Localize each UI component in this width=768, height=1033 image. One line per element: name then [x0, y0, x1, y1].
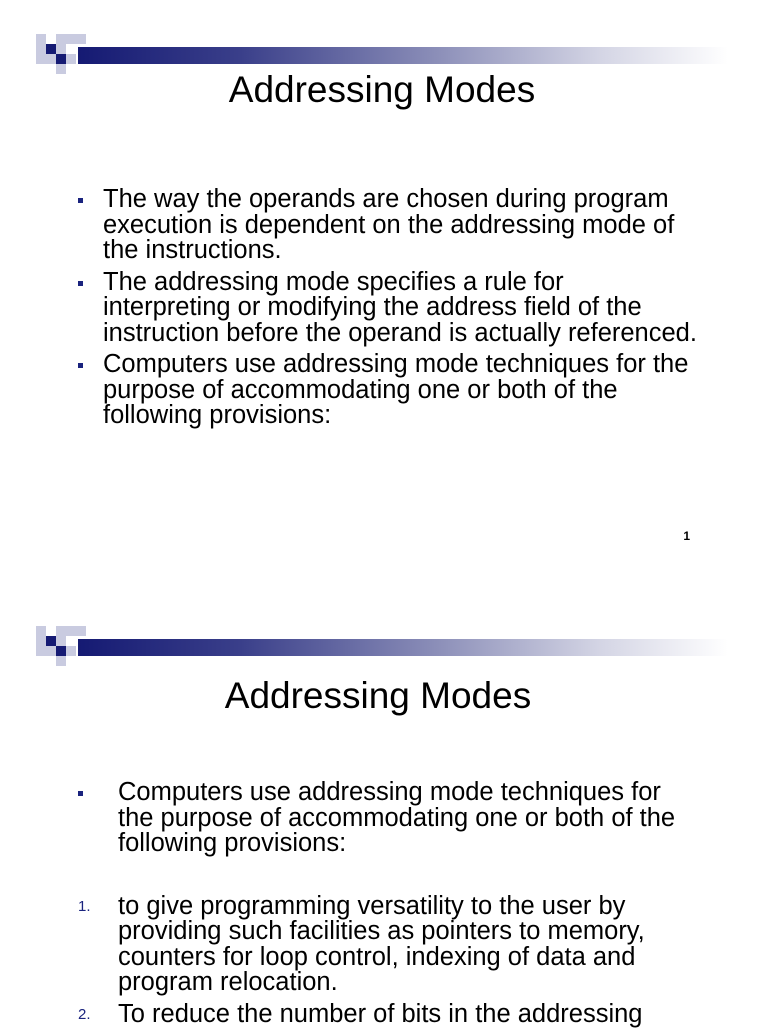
- deco-square: [36, 34, 46, 44]
- deco-square: [46, 54, 56, 64]
- bullet-item: [78, 780, 698, 857]
- page-number: 1: [683, 529, 690, 543]
- deco-square: [56, 646, 66, 656]
- deco-square: [46, 636, 56, 646]
- deco-square: [36, 626, 46, 636]
- deco-square: [66, 34, 76, 44]
- deco-square: [36, 54, 46, 64]
- numbered-item: [78, 891, 698, 996]
- header-gradient-bar: [78, 47, 728, 64]
- numbered-text: to give programming versatility to the user by providing such facilities as pointers to memory, counters for loop control, indexing of data and program relocation.: [118, 891, 645, 996]
- numbered-item: [78, 999, 698, 1028]
- deco-square: [56, 656, 66, 666]
- deco-square: [36, 636, 46, 646]
- bullet-text: Computers use addressing mode techniques for the purpose of accommodating one or both of the following provisions:: [118, 778, 676, 857]
- deco-square: [66, 636, 76, 646]
- deco-square: [56, 54, 66, 64]
- deco-square: [56, 44, 66, 54]
- bullet-item: [78, 187, 698, 264]
- numbered-text: To reduce the number of bits in the addressing: [118, 999, 643, 1028]
- header-decoration: [36, 626, 736, 668]
- bullet-text: Computers use addressing mode techniques for the purpose of accommodating one or both of the following provisions:: [103, 350, 689, 429]
- slide-title: Addressing Modes: [228, 69, 536, 110]
- deco-square: [36, 44, 46, 54]
- bullet-list: [78, 780, 698, 1033]
- bullet-square-icon: [78, 791, 83, 796]
- bullet-square-icon: [78, 281, 83, 286]
- bullet-square-icon: [78, 363, 83, 368]
- deco-square: [46, 646, 56, 656]
- deco-square: [46, 44, 56, 54]
- bullet-text: The addressing mode specifies a rule for interpreting or modifying the address field of the instruction before the operand is actually referenced.: [103, 267, 697, 347]
- deco-square: [66, 626, 76, 636]
- deco-square: [76, 34, 86, 44]
- deco-square: [56, 34, 66, 44]
- deco-square: [46, 626, 56, 636]
- bullet-text: The way the operands are chosen during program execution is dependent on the addressing mode of the instructions.: [103, 185, 675, 264]
- deco-square: [56, 626, 66, 636]
- numbered-marker: 2.: [78, 1005, 91, 1023]
- deco-square: [56, 636, 66, 646]
- slide-title: Addressing Modes: [224, 675, 532, 716]
- deco-square: [66, 646, 76, 656]
- bullet-list: [78, 187, 698, 435]
- bullet-square-icon: [78, 198, 83, 203]
- bullet-item: [78, 352, 698, 429]
- deco-square: [66, 44, 76, 54]
- bullet-item: [78, 267, 698, 347]
- numbered-marker: 1.: [78, 897, 91, 915]
- header-gradient-bar: [78, 639, 728, 656]
- deco-square: [46, 34, 56, 44]
- deco-square: [36, 646, 46, 656]
- deco-square: [76, 626, 86, 636]
- deco-square: [66, 54, 76, 64]
- slide-2: [0, 592, 768, 1028]
